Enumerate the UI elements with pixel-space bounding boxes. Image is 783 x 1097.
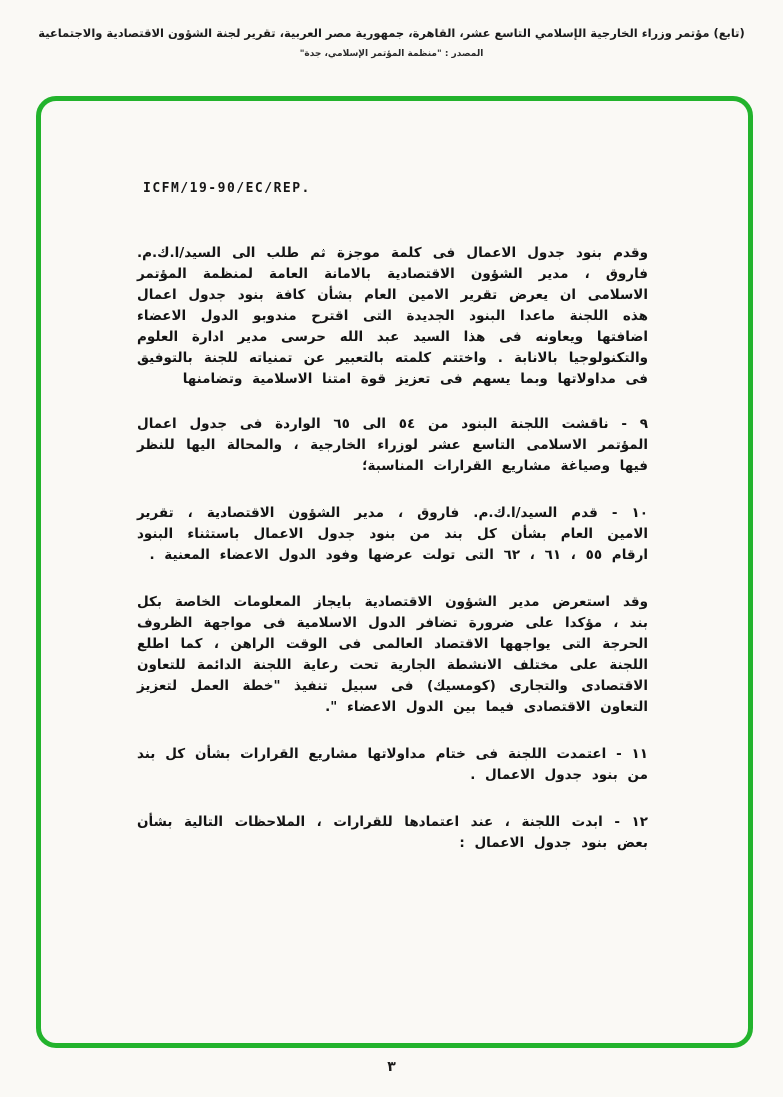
paragraph-text: ناقشت اللجنة البنود من ٥٤ الى ٦٥ الواردة فى جدول اعمال المؤتمر الاسلامى التاسع عشر لوزراء الخارجية ، والمحالة اليها للنظر فيها وصياغة مشاريع القرارات المناسبة؛ [137,416,648,474]
reference-code: ICFM/19-90/EC/REP. [143,181,311,196]
paragraph-text: وقد استعرض مدير الشؤون الاقتصادية بايجاز المعلومات الخاصة بكل بند ، مؤكدا على ضرورة تضافر الدول الاسلامية فى مواجهة الظروف الحرجة التى يواجهها الاقتصاد العالمى فى الوقت الراهن ، كما اطلع اللجنة على مختلف الانشطة الجارية تحت رعاية اللجنة الدائمة للتعاون الاقتصادى والتجارى (كومسيك) فى سبيل تنفيذ "خطة العمل لتعزيز التعاون الاقتصادى فيما بين الدول الاعضاء ". [137,594,648,715]
paragraph-item-10 [137,503,648,566]
item-number: ١١ - [616,746,649,762]
document-body [41,243,748,878]
item-number: ١٠ - [611,505,649,521]
header-source: المصدر : "منظمة المؤتمر الإسلامي، جدة" [299,49,484,59]
document-header [0,26,783,59]
header-title: (تابع) مؤتمر وزراء الخارجية الإسلامي التاسع عشر، القاهرة، جمهورية مصر العربية، تقرير لجنة الشؤون الاقتصادية والاجتماعية [38,26,745,40]
paragraph-item-11 [137,744,648,786]
paragraph-item-12 [137,812,648,854]
item-number: ٩ - [621,416,648,432]
item-number: ١٢ - [614,814,648,830]
paragraph-intro [137,243,648,390]
paragraph-text: اعتمدت اللجنة فى ختام مداولاتها مشاريع القرارات بشأن كل بند من بنود جدول الاعمال . [137,746,648,783]
paragraph-review [137,592,648,718]
green-border-frame [36,96,753,1048]
paragraph-text: وقدم بنود جدول الاعمال فى كلمة موجزة ثم طلب الى السيد/ا.ك.م. فاروق ، مدير الشؤون الاقتصادية بالامانة العامة لمنظمة المؤتمر الاسلامى ان يعرض تقرير الامين العام بشأن كافة بنود جدول اعمال هذه اللجنة ماعدا البنود الجديدة التى اقترح مندوبو الدول الاعضاء اضافتها ويعاونه فى هذا السيد عبد الله حرسى مدير ادارة العلوم والتكنولوجيا بالانابة . واختتم كلمته بالتعبير عن تمنياته للجنة بالتوفيق فى مداولاتها وبما يسهم فى تعزيز قوة امتنا الاسلامية وتضامنها [137,245,648,387]
page-number: ٣ [387,1059,396,1075]
paragraph-text: قدم السيد/ا.ك.م. فاروق ، مدير الشؤون الاقتصادية ، تقرير الامين العام بشأن كل بند من بنود جدول الاعمال باستثناء البنود ارقام ٥٥ ، ٦١ ، ٦٢ التى تولت عرضها وفود الدول الاعضاء المعنية . [137,505,648,563]
paragraph-text: ابدت اللجنة ، عند اعتمادها للقرارات ، الملاحظات التالية بشأن بعض بنود جدول الاعمال : [137,814,648,851]
paragraph-item-9 [137,414,648,477]
